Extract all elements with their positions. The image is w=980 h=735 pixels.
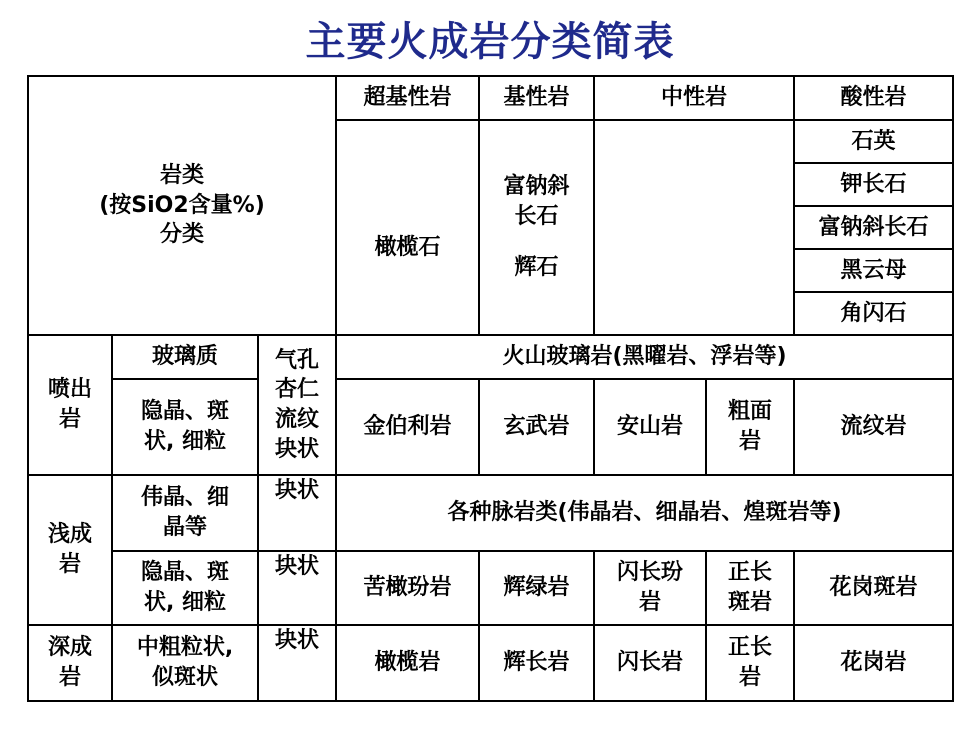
rock-diorite: 闪长岩 xyxy=(594,625,706,701)
plutonic-structure: 块状 xyxy=(258,625,336,701)
extrusive-label-2: 岩 xyxy=(58,407,81,432)
plutonic-label-cell xyxy=(28,625,112,701)
structure-vesicular: 气孔 xyxy=(274,347,319,373)
page-title: 主要火成岩分类简表 xyxy=(305,19,675,65)
structure-massive: 块状 xyxy=(274,436,319,462)
acidic-mineral-hornblende: 角闪石 xyxy=(794,292,953,335)
plutonic-texture-2: 似斑状 xyxy=(151,665,218,690)
rock-syenite xyxy=(706,625,794,701)
hypabyssal-label-cell xyxy=(28,475,112,625)
rock-rhyolite: 流纹岩 xyxy=(794,379,953,475)
acidic-mineral-k-feldspar: 钾长石 xyxy=(794,163,953,206)
crypto-texture-1: 隐晶、斑 xyxy=(140,399,229,425)
glassy-texture: 玻璃质 xyxy=(112,335,258,379)
pegmatitic-texture-cell xyxy=(112,475,258,551)
syenite-2: 岩 xyxy=(739,665,762,690)
trachyte-2: 岩 xyxy=(739,429,762,454)
plutonic-texture-1: 中粗粒状, xyxy=(136,635,234,661)
rock-picrite-porphyrite: 苦橄玢岩 xyxy=(336,551,479,625)
rock-orthophyre xyxy=(706,551,794,625)
hypabyssal-label-1: 浅成 xyxy=(47,522,92,548)
structure-flow: 流纹 xyxy=(274,407,319,432)
rock-diorite-porphyrite xyxy=(594,551,706,625)
pegmatitic-1: 伟晶、细 xyxy=(140,485,229,511)
orthophyre-1: 正长 xyxy=(728,560,773,586)
plagioclase-label-1: 富钠斜 xyxy=(503,173,570,199)
header-row xyxy=(28,76,953,120)
basic-header: 基性岩 xyxy=(479,76,594,120)
syenite-1: 正长 xyxy=(728,635,773,661)
hypabyssal-crypto-cell xyxy=(112,551,258,625)
category-header-cell xyxy=(28,76,336,335)
pyroxene-label: 辉石 xyxy=(514,255,559,281)
hypabyssal-structure: 块状 xyxy=(258,475,336,551)
extrusive-glassy-row xyxy=(28,335,953,379)
igneous-rock-table xyxy=(27,75,954,702)
acidic-mineral-quartz: 石英 xyxy=(794,120,953,163)
rock-granite-porphyry: 花岗斑岩 xyxy=(794,551,953,625)
volcanic-glass-rocks: 火山玻璃岩(黑曜岩、浮岩等) xyxy=(336,335,953,379)
rock-peridotite: 橄榄岩 xyxy=(336,625,479,701)
hypabyssal-structure-2: 块状 xyxy=(258,551,336,625)
rock-granite: 花岗岩 xyxy=(794,625,953,701)
extrusive-crystalline-row xyxy=(28,379,953,475)
crypto-texture-cell xyxy=(112,379,258,475)
crypto-texture-2: 状, 细粒 xyxy=(143,429,227,454)
rock-kimberlite: 金伯利岩 xyxy=(336,379,479,475)
acidic-mineral-biotite: 黑云母 xyxy=(794,249,953,292)
intermediate-header: 中性岩 xyxy=(594,76,794,120)
rock-andesite: 安山岩 xyxy=(594,379,706,475)
olivine-label: 橄榄石 xyxy=(374,234,441,260)
hyp-crypto-2: 状, 细粒 xyxy=(143,590,227,615)
ultrabasic-minerals xyxy=(336,120,479,335)
orthophyre-2: 斑岩 xyxy=(728,590,773,615)
extrusive-label-cell xyxy=(28,335,112,475)
extrusive-structure-cell xyxy=(258,335,336,475)
acidic-mineral-plagioclase: 富钠斜长石 xyxy=(794,206,953,249)
intermediate-minerals xyxy=(594,120,794,335)
acidic-header: 酸性岩 xyxy=(794,76,953,120)
extrusive-label-1: 喷出 xyxy=(47,377,92,403)
plutonic-texture-cell xyxy=(112,625,258,701)
dike-rocks: 各种脉岩类(伟晶岩、细晶岩、煌斑岩等) xyxy=(336,475,953,551)
diorite-porphyrite-1: 闪长玢 xyxy=(616,560,683,586)
rock-diabase: 辉绿岩 xyxy=(479,551,594,625)
rock-trachyte xyxy=(706,379,794,475)
hyp-crypto-1: 隐晶、斑 xyxy=(140,560,229,586)
plutonic-label-1: 深成 xyxy=(47,635,92,661)
structure-amygdaloidal: 杏仁 xyxy=(274,377,319,403)
trachyte-1: 粗面 xyxy=(728,399,773,425)
category-classification-label: 分类 xyxy=(159,222,204,248)
hypabyssal-label-2: 岩 xyxy=(58,552,81,577)
category-sio2-label: (按SiO2含量%) xyxy=(99,192,265,218)
plagioclase-label-2: 长石 xyxy=(514,203,559,229)
plutonic-row xyxy=(28,625,953,701)
ultrabasic-header: 超基性岩 xyxy=(336,76,479,120)
plutonic-label-2: 岩 xyxy=(58,665,81,690)
basic-minerals xyxy=(479,120,594,335)
rock-gabbro: 辉长岩 xyxy=(479,625,594,701)
diorite-porphyrite-2: 岩 xyxy=(638,590,661,615)
category-label: 岩类 xyxy=(159,162,204,188)
hypabyssal-dike-row xyxy=(28,475,953,551)
hypabyssal-porphyry-row xyxy=(28,551,953,625)
pegmatitic-2: 晶等 xyxy=(162,515,207,540)
rock-basalt: 玄武岩 xyxy=(479,379,594,475)
